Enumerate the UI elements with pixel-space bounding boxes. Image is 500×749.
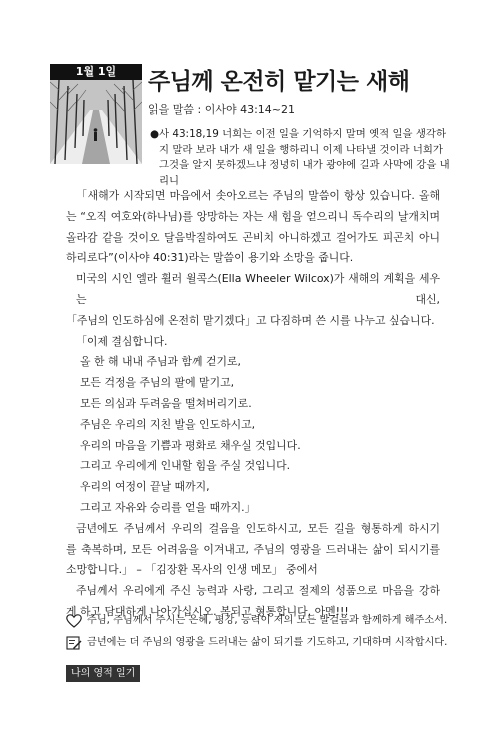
body-line: 미국의 시인 엘라 휠러 윌콕스(Ella Wheeler Wilcox)가 새해의 계획을 세우는 대신, bbox=[76, 272, 440, 306]
body-line: 하리로다”(이사야 40:31)라는 말씀이 용기와 소망을 줍니다. bbox=[66, 251, 354, 265]
poem-line: 그리고 우리에게 인내할 힘을 주실 것입니다. bbox=[80, 459, 291, 473]
body-line: 금년에도 주님께서 우리의 걸음을 인도하시고, 모든 길을 형통하게 하시기 bbox=[76, 521, 440, 535]
page-title: 주님께 온전히 맡기는 새해 bbox=[148, 69, 410, 95]
prayer-text: 금년에는 더 주님의 영광을 드러내는 삶이 되기를 기도하고, 기대하며 시작합시다. bbox=[87, 637, 448, 648]
poem-line: 그리고 자유와 승리를 얻을 때까지.」 bbox=[80, 500, 256, 514]
body-line: 올라감 같을 것이오 달음박질하여도 곤비치 아니하겠고 걸어가도 피곤치 아니 bbox=[66, 230, 440, 244]
poem-line: 주님은 우리의 지친 발을 인도하시고, bbox=[80, 417, 256, 431]
heart-icon bbox=[66, 614, 82, 628]
body-line: 게 하고 담대하게 나아가십시오. 복되고 형통합니다. 아멘!!! bbox=[66, 604, 349, 618]
body-line: 소망합니다.」 – 「김장환 목사의 인생 메모」 중에서 bbox=[66, 563, 318, 577]
body-line: 를 축복하며, 모든 어려움을 이겨내고, 주님의 영광을 드러내는 삶이 되시기를 bbox=[66, 542, 440, 556]
body-line: 는 “오직 여호와(하나님)를 앙망하는 자는 새 힘을 얻으리니 독수리의 날개치며 bbox=[66, 209, 440, 223]
prayer-line bbox=[66, 632, 446, 654]
note-pencil-icon bbox=[66, 636, 82, 650]
prayer-line bbox=[66, 610, 446, 632]
poem-line: 올 한 해 내내 주님과 함께 걷기로, bbox=[80, 355, 241, 369]
poem-line: 모든 의심과 두려움을 떨쳐버리기로. bbox=[80, 396, 252, 410]
prayer-section bbox=[66, 610, 446, 654]
poem-line: 우리의 마음을 기쁨과 평화로 채우실 것입니다. bbox=[80, 438, 301, 452]
prayer-text: 주님, 주님께서 주시는 은혜, 평강, 능력이 저의 모든 발걸음과 함께하게 해주소서. bbox=[87, 615, 448, 626]
body-line: 「주님의 인도하심에 온전히 맡기겠다」고 다짐하며 쓴 시를 나누고 싶습니다. bbox=[66, 313, 435, 327]
devotional-body bbox=[66, 186, 440, 623]
poem-line: 모든 걱정을 주님의 팔에 맡기고, bbox=[80, 376, 235, 390]
body-line: 주님께서 우리에게 주신 능력과 사랑, 그리고 절제의 성품으로 마음을 강하 bbox=[76, 584, 440, 598]
header-photo bbox=[50, 64, 142, 164]
reading-reference: 읽을 말씀 : 이사야 43:14~21 bbox=[148, 103, 295, 116]
snowy-avenue-photo bbox=[50, 80, 142, 164]
bullet-icon: ● bbox=[150, 128, 160, 140]
poem-line: 「이제 결심합니다. bbox=[76, 334, 168, 348]
poem-line: 우리의 여정이 끝날 때까지, bbox=[80, 480, 210, 494]
scripture-quote bbox=[150, 127, 450, 189]
journal-label: 나의 영적 일기 bbox=[66, 665, 140, 682]
date-badge: 1월 1일 bbox=[50, 64, 142, 80]
scripture-text: 사 43:18,19 너희는 이전 일을 기억하지 말며 옛적 일을 생각하지 말라 보라 내가 새 일을 행하리니 이제 나타낼 것이라 너희가 그것을 알지 못하겠느냐 정녕히 내가 광야에 길과 사막에 강을 내리니 bbox=[159, 128, 450, 187]
body-line: 「새해가 시작되면 마음에서 솟아오르는 주님의 말씀이 항상 있습니다. 올해 bbox=[76, 189, 440, 202]
